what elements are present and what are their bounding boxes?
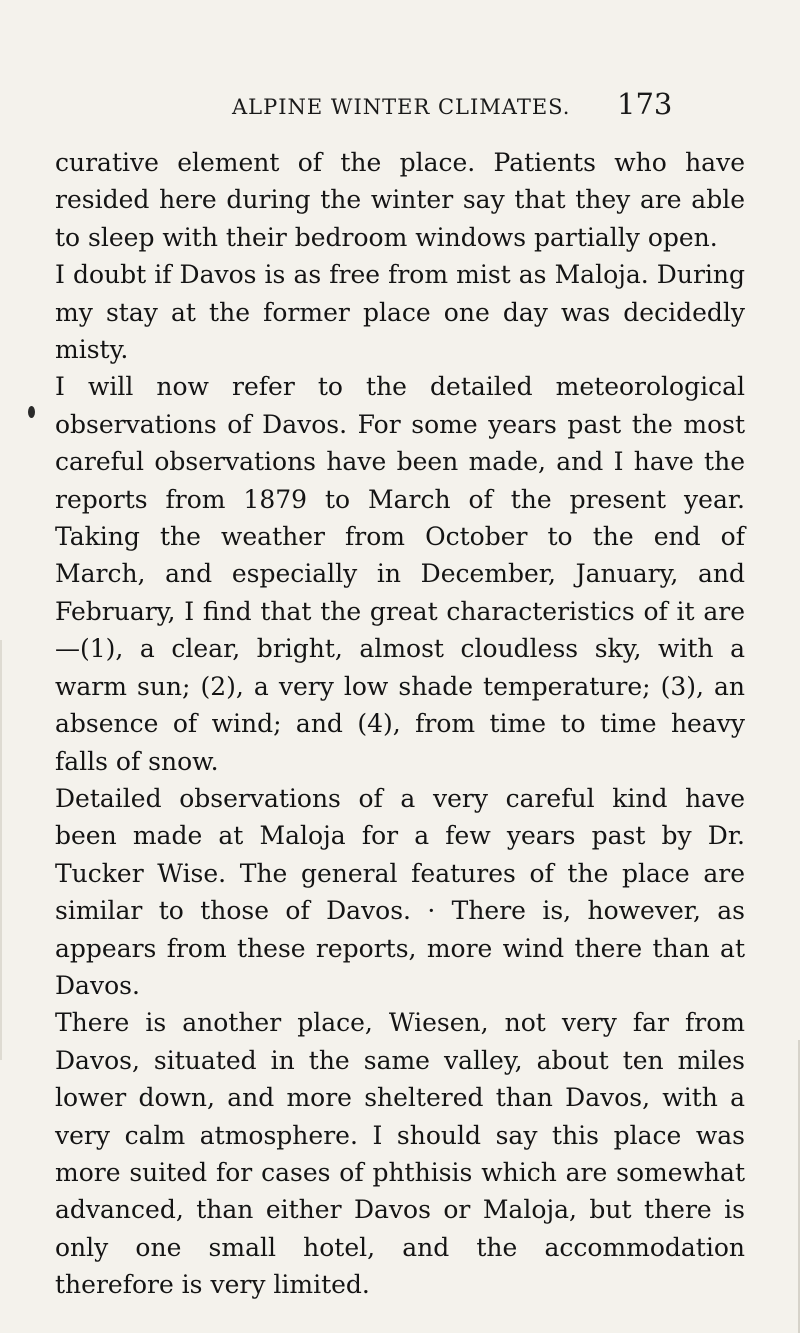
page-header [0, 87, 800, 135]
body-text [55, 144, 745, 1304]
margin-ink-mark [28, 406, 35, 418]
paragraph: I doubt if Davos is as free from mist as Maloja. During my stay at the former place one day was decidedly misty. [55, 260, 745, 365]
paragraph: I will now refer to the detailed meteorological observations of Davos. For some years past the most careful observations have been made, and I have the reports from 1879 to March of the present year. Taking the weather from October to the end of March, and especially in December, January, and February, I find that the great characteristics of it are—(1), a clear, bright, almost cloudless sky, with a warm sun; (2), a very low shade temperature; (3), an absence of wind; and (4), from time to time heavy falls of snow. [55, 372, 745, 776]
paragraph: curative element of the place. Patients who have resided here during the winter say that they are able to sleep with their bedroom windows partially open. [55, 148, 745, 252]
page-edge-shadow [0, 640, 2, 1060]
running-title: ALPINE WINTER CLIMATES. [232, 95, 571, 119]
paragraph: There is another place, Wiesen, not very far from Davos, situated in the same valley, about ten miles lower down, and more sheltered than Davos, with a very calm atmosphere. I should say this place was more suited for cases of phthisis which are somewhat advanced, than either Davos or Maloja, but there is only one small hotel, and the accommodation therefore is very limited. [55, 1008, 745, 1300]
page-number: 173 [617, 87, 673, 121]
paragraph: Detailed observations of a very careful kind have been made at Maloja for a few years past by Dr. Tucker Wise. The general features of the place are similar to those of Davos. · There is, however, as appears from these reports, more wind there than at Davos. [55, 783, 745, 1000]
